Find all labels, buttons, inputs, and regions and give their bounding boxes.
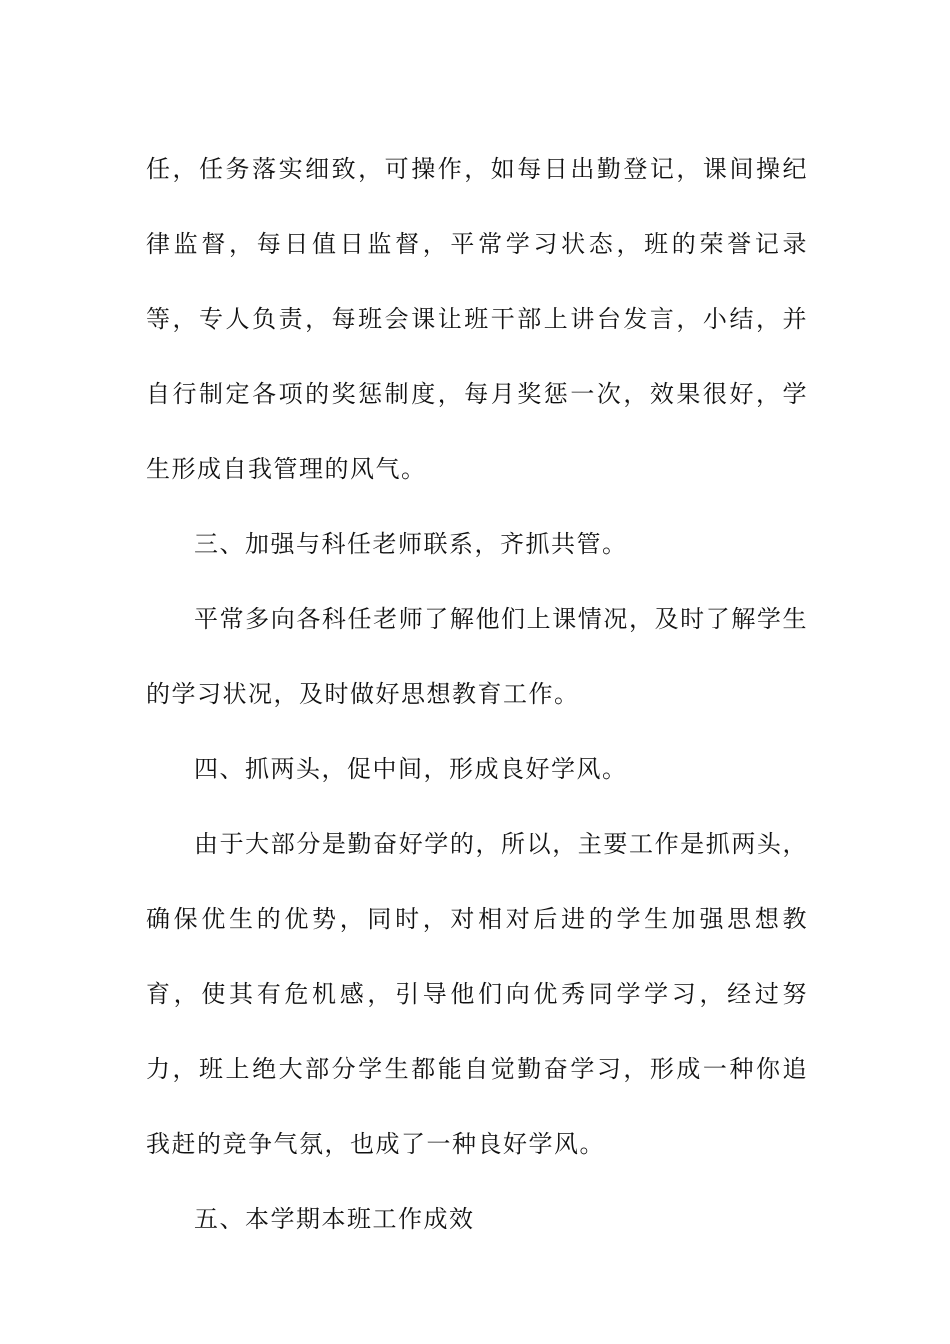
paragraph-teacher-contact: 平常多向各科任老师了解他们上课情况，及时了解学生的学习状况，及时做好思想教育工作。: [146, 605, 808, 708]
section-heading-three: 三、加强与科任老师联系，齐抓共管。: [194, 530, 628, 558]
document-body: [146, 132, 808, 1257]
section-heading-five: 五、本学期本班工作成效: [194, 1205, 475, 1233]
paragraph-study-style: 由于大部分是勤奋好学的，所以，主要工作是抓两头，确保优生的优势，同时，对相对后进的学生加强思想教育，使其有危机感，引导他们向优秀同学学习，经过努力，班上绝大部分学生都能自觉勤奋学习，形成一种你追我赶的竞争气氛，也成了一种良好学风。: [146, 830, 808, 1158]
section-heading-four: 四、抓两头，促中间，形成良好学风。: [194, 755, 628, 783]
paragraph-continuation: 任，任务落实细致，可操作，如每日出勤登记，课间操纪律监督，每日值日监督，平常学习状态，班的荣誉记录等，专人负责，每班会课让班干部上讲台发言，小结，并自行制定各项的奖惩制度，每月奖惩一次，效果很好，学生形成自我管理的风气。: [146, 155, 808, 483]
